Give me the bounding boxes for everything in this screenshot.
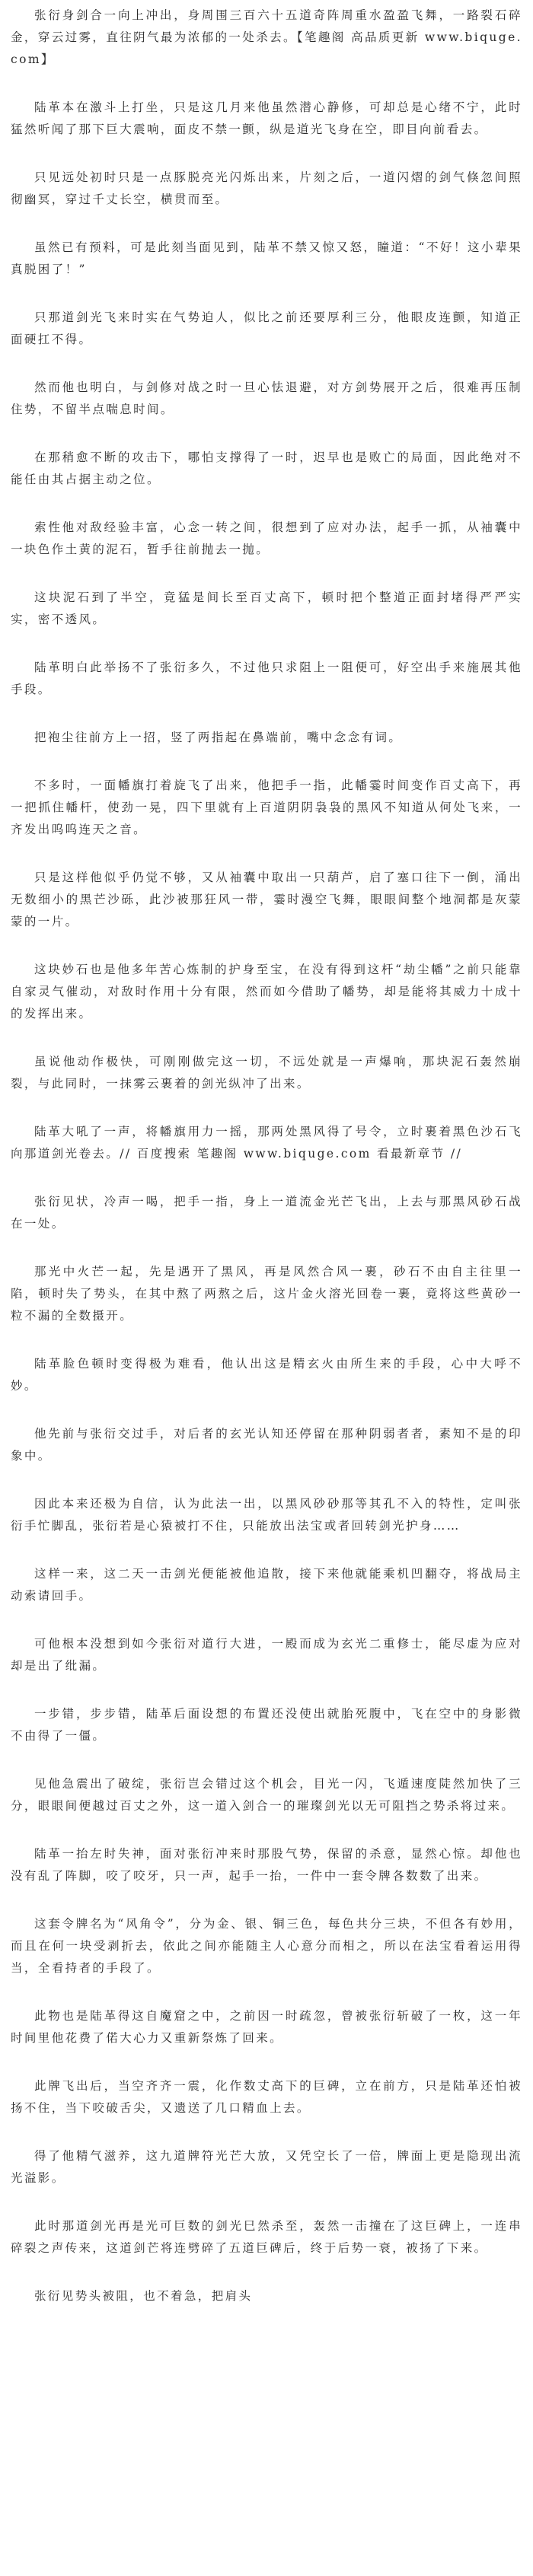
paragraph: 陆革明白此举扬不了张衍多久，不过他只求阻上一阻便可，好空出手来施展其他手段。 — [11, 661, 522, 696]
paragraph: 这块妙石也是他多年苦心炼制的护身至宝，在没有得到这杆“劫尘幡”之前只能靠自家灵气催动，对敌时作用十分有限，然而如今借助了幡势，却是能将其威力十成十的发挥出来。 — [11, 963, 522, 1021]
paragraph: 可他根本没想到如今张衍对道行大进，一殿而成为玄光二重修士，能尽虚为应对却是出了纰漏。 — [11, 1637, 522, 1673]
paragraph: 一步错，步步错，陆革后面设想的布置还没使出就胎死腹中，飞在空中的身影微不由得了一僵。 — [11, 1707, 522, 1743]
paragraph: 此物也是陆革得这自魔窟之中，之前因一时疏忽，曾被张衍斩破了一枚，这一年时间里他花费了偌大心力又重新祭炼了回来。 — [11, 2009, 522, 2045]
paragraph: 得了他精气滋养，这九道牌符光芒大放，又凭空长了一倍，牌面上更是隐现出流光溢影。 — [11, 2149, 522, 2185]
paragraph: 因此本来还极为自信，认为此法一出，以黑风砂砂那等其孔不入的特性，定叫张衍手忙脚乱，张衍若是心猿被打不住，只能放出法宝或者回转剑光护身…… — [11, 1497, 522, 1533]
paragraph: 只是这样他似乎仍觉不够，又从袖囊中取出一只葫芦，启了塞口往下一倒，涌出无数细小的黑芒沙砾，此沙被那狂风一带，霎时漫空飞舞，眼眼间整个地洞都是灰蒙蒙的一片。 — [11, 871, 522, 928]
paragraph: 陆革本在激斗上打坐，只是这几月来他虽然潜心静修，可却总是心绪不宁，此时猛然听闻了那下巨大震响，面皮不禁一颤，纵是道光飞身在空，即目向前看去。 — [11, 100, 522, 136]
paragraph: 不多时，一面幡旗打着旋飞了出来，他把手一指，此幡霎时间变作百丈高下，再一把抓住幡杆，使劲一晃，四下里就有上百道阴阴袅袅的黑风不知道从何处飞来，一齐发出呜呜连天之音。 — [11, 779, 522, 836]
paragraph: 虽然已有预料，可是此刻当面见到，陆革不禁又惊又怒，瞳道：“不好！这小辈果真脱困了！” — [11, 240, 522, 276]
paragraph: 把袍尘往前方上一招，竖了两指起在鼻端前，嘴中念念有词。 — [34, 731, 403, 744]
paragraph: 陆革脸色顿时变得极为难看，他认出这是精玄火由所生来的手段，心中大呼不妙。 — [11, 1357, 522, 1393]
paragraph: 陆革一抬左时失神，面对张衍冲来时那股气势，保留的杀意，显然心惊。却他也没有乱了阵脚，咬了咬牙，只一声，起手一抬，一件中一套令牌各数数了出来。 — [11, 1847, 522, 1883]
paragraph: 这样一来，这二天一击剑光便能被他追散，接下来他就能乘机凹翻夺，将战局主动索请回手。 — [11, 1567, 522, 1603]
paragraph: 在那稍愈不断的攻击下，哪怕支撑得了一时，迟早也是败亡的局面，因此绝对不能任由其占据主动之位。 — [11, 451, 522, 486]
paragraph: 虽说他动作极快，可刚刚做完这一切，不远处就是一声爆响，那块泥石轰然崩裂，与此同时，一抹雾云裹着的剑光纵冲了出来。 — [11, 1055, 522, 1091]
paragraph: 张衍身剑合一向上冲出，身周围三百六十五道奇阵周重水盈盈飞舞，一路裂石碎金，穿云过雾，直往阴气最为浓郁的一处杀去。【笔趣阁 高品质更新 www.biquge.com】 — [11, 8, 523, 66]
paragraph: 那光中火芒一起，先是遇开了黑风，再是风然合风一裹，砂石不由自主往里一陷，顿时失了势头，在其中熬了两熬之后，这片金火溶光回卷一裹，竟将这些黄砂一粒不漏的全数摄开。 — [11, 1265, 522, 1323]
paragraph: 陆革大吼了一声，将幡旗用力一摇，那两处黑风得了号令，立时裹着黑色沙石飞向那道剑光卷去。// 百度搜索 笔趣阁 www.biquge.com 看最新章节 // — [11, 1125, 522, 1161]
paragraph: 这块泥石到了半空，竟猛是间长至百丈高下，顿时把个整道正面封堵得严严实实，密不透风。 — [11, 591, 522, 626]
paragraph: 然而他也明白，与剑修对战之时一旦心怯退避，对方剑势展开之后，很难再压制住势，不留半点喘息时间。 — [11, 381, 522, 416]
paragraph: 只那道剑光飞来时实在气势迫人，似比之前还要厚利三分，他眼皮连颤，知道正面硬扛不得。 — [11, 310, 522, 346]
paragraph: 此牌飞出后，当空齐齐一震，化作数丈高下的巨碑，立在前方，只是陆革还怕被扬不住，当下咬破舌尖，又遗送了几口精血上去。 — [11, 2079, 522, 2115]
paragraph: 只见远处初时只是一点豚脱亮光闪烁出来，片刻之后，一道闪熠的剑气倏忽间照彻幽冥，穿过千丈长空，横贯而至。 — [11, 170, 522, 206]
paragraph: 此时那道剑光再是光可巨数的剑光巳然杀至，轰然一击撞在了这巨碑上，一连串碎裂之声传来，这道剑芒将连劈碎了五道巨碑后，终于后势一衰，被扬了下来。 — [11, 2219, 522, 2255]
paragraph: 张衍见状，冷声一喝，把手一指，身上一道流金光芒飞出，上去与那黑风砂石战在一处。 — [11, 1195, 522, 1231]
paragraph: 这套令牌名为“风角令”，分为金、银、铜三色，每色共分三块，不但各有妙用，而且在何一块受剥折去，依此之间亦能随主人心意分而相之，所以在法宝看着运用得当，全看持者的手段了。 — [11, 1917, 522, 1975]
paragraph: 他先前与张衍交过手，对后者的玄光认知还停留在那种阴弱者者，素知不是的印象中。 — [11, 1427, 522, 1463]
paragraph: 张衍见势头被阻，也不着急，把肩头 — [34, 2289, 253, 2303]
paragraph: 见他急震出了破绽，张衍岂会错过这个机会，目光一闪，飞遁速度陡然加快了三分，眼眼间便越过百丈之外，这一道入剑合一的璀璨剑光以无可阻挡之势杀将过来。 — [11, 1777, 522, 1813]
paragraph: 索性他对敌经验丰富，心念一转之间，很想到了应对办法，起手一抓，从袖囊中一块色作土黄的泥石，暂手往前抛去一抛。 — [11, 521, 522, 556]
